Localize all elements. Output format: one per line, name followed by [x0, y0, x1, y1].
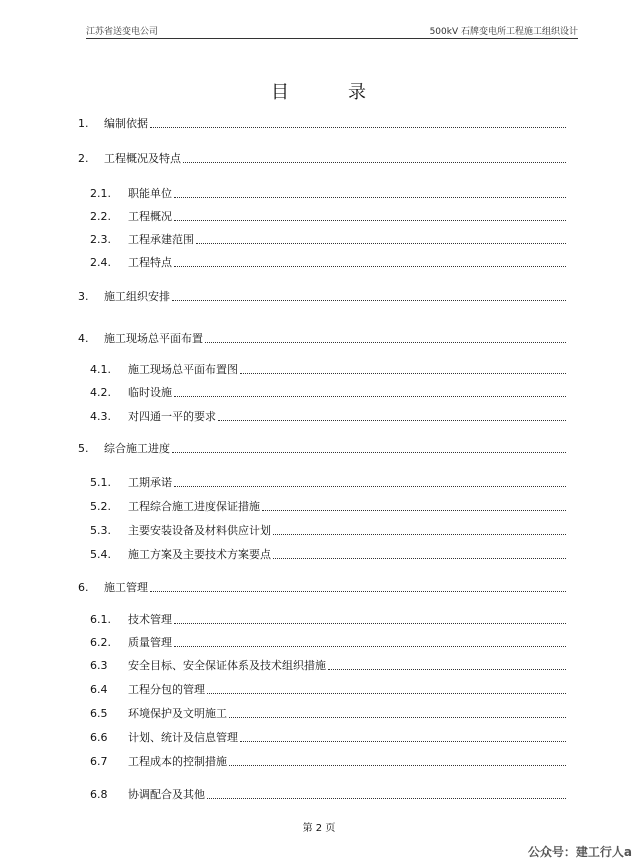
toc-entry-number: 5. [78, 441, 89, 455]
toc-entry-number: 4.3. [90, 409, 111, 423]
toc-leader-dots [262, 509, 566, 511]
toc-entry[interactable] [78, 330, 566, 346]
toc-entry-number: 1. [78, 116, 89, 130]
toc-entry[interactable] [78, 440, 566, 456]
toc-entry-label: 工程概况及特点 [104, 152, 181, 165]
toc-entry-label: 施工管理 [104, 581, 148, 594]
toc-entry[interactable] [90, 546, 566, 562]
toc-title-char-2: 录 [348, 82, 367, 103]
toc-entry-label: 对四通一平的要求 [128, 410, 216, 423]
toc-leader-dots [229, 764, 566, 766]
toc-leader-dots [196, 242, 566, 244]
toc-entry[interactable] [90, 522, 566, 538]
toc-leader-dots [174, 645, 566, 647]
toc-entry[interactable] [90, 384, 566, 400]
toc-entry-number: 6.8 [90, 787, 108, 801]
toc-entry-number: 6.3 [90, 658, 108, 672]
toc-entry-label: 临时设施 [128, 386, 172, 399]
toc-entry[interactable] [90, 634, 566, 650]
toc-entry-label: 综合施工进度 [104, 442, 170, 455]
toc-leader-dots [172, 299, 566, 301]
toc-entry-number: 6.2. [90, 635, 111, 649]
toc-entry-label: 工程特点 [128, 256, 172, 269]
toc-entry[interactable] [90, 729, 566, 745]
header-project: 500kV 石牌变电所工程施工组织设计 [429, 27, 578, 37]
toc-entry-label: 编制依据 [104, 117, 148, 130]
toc-entry-label: 技术管理 [128, 613, 172, 626]
toc-entry-label: 工程分包的管理 [128, 683, 205, 696]
toc-leader-dots [174, 622, 566, 624]
toc-leader-dots [174, 265, 566, 267]
toc-leader-dots [174, 485, 566, 487]
toc-entry-label: 职能单位 [128, 187, 172, 200]
toc-entry-number: 5.4. [90, 547, 111, 561]
toc-leader-dots [229, 716, 566, 718]
toc-entry[interactable] [90, 254, 566, 270]
toc-leader-dots [218, 419, 566, 421]
toc-entry-label: 施工现场总平面布置图 [128, 363, 238, 376]
toc-entry-number: 2.3. [90, 232, 111, 246]
toc-leader-dots [174, 219, 566, 221]
toc-entry[interactable] [90, 498, 566, 514]
header-company: 江苏省送变电公司 [86, 27, 159, 37]
toc-entry[interactable] [90, 361, 566, 377]
toc-entry[interactable] [78, 150, 566, 166]
toc-entry-label: 环境保护及文明施工 [128, 707, 227, 720]
toc-entry[interactable] [90, 753, 566, 769]
toc-leader-dots [174, 196, 566, 198]
toc-entry-number: 6.5 [90, 706, 108, 720]
toc-leader-dots [240, 740, 566, 742]
toc-entry-number: 4.1. [90, 362, 111, 376]
toc-leader-dots [273, 533, 566, 535]
toc-entry[interactable] [90, 474, 566, 490]
toc-entry-label: 工程概况 [128, 210, 172, 223]
toc-entry-label: 计划、统计及信息管理 [128, 731, 238, 744]
toc-leader-dots [273, 557, 566, 559]
toc-entry-number: 2.4. [90, 255, 111, 269]
toc-entry[interactable] [90, 408, 566, 424]
toc-entry[interactable] [90, 786, 566, 802]
watermark: 公众号：建工行人a [527, 845, 632, 859]
toc-entry-label: 施工现场总平面布置 [104, 332, 203, 345]
toc-entry-number: 6.6 [90, 730, 108, 744]
toc-entry-label: 质量管理 [128, 636, 172, 649]
toc-entry-number: 6.4 [90, 682, 108, 696]
toc-entry[interactable] [90, 231, 566, 247]
toc-entry-label: 工期承诺 [128, 476, 172, 489]
toc-entry-number: 3. [78, 289, 89, 303]
toc-entry-number: 2.2. [90, 209, 111, 223]
toc-entry[interactable] [90, 657, 566, 673]
toc-entry[interactable] [90, 705, 566, 721]
toc-leader-dots [183, 161, 566, 163]
toc-leader-dots [172, 451, 566, 453]
toc-entry[interactable] [78, 579, 566, 595]
toc-leader-dots [328, 668, 566, 670]
toc-title [0, 78, 638, 104]
toc-title-char-1: 目 [271, 82, 290, 103]
toc-entry-number: 4.2. [90, 385, 111, 399]
toc-entry[interactable] [90, 185, 566, 201]
toc-entry-label: 工程综合施工进度保证措施 [128, 500, 260, 513]
toc-leader-dots [207, 692, 566, 694]
toc-leader-dots [240, 372, 566, 374]
toc-entry-number: 4. [78, 331, 89, 345]
toc-entry-label: 施工方案及主要技术方案要点 [128, 548, 271, 561]
toc-leader-dots [205, 341, 566, 343]
toc-entry[interactable] [90, 611, 566, 627]
toc-entry-number: 6.1. [90, 612, 111, 626]
toc-entry-number: 6. [78, 580, 89, 594]
toc-entry-label: 安全目标、安全保证体系及技术组织措施 [128, 659, 326, 672]
toc-entry-label: 工程承建范围 [128, 233, 194, 246]
toc-leader-dots [150, 126, 566, 128]
toc-entry-number: 6.7 [90, 754, 108, 768]
toc-entry[interactable] [90, 208, 566, 224]
toc-entry-label: 施工组织安排 [104, 290, 170, 303]
toc-entry[interactable] [78, 115, 566, 131]
toc-leader-dots [207, 797, 566, 799]
toc-entry-label: 工程成本的控制措施 [128, 755, 227, 768]
toc-entry[interactable] [90, 681, 566, 697]
page-header [86, 18, 578, 39]
toc-entry-number: 5.1. [90, 475, 111, 489]
toc-leader-dots [150, 590, 566, 592]
toc-entry-number: 2. [78, 151, 89, 165]
toc-entry[interactable] [78, 288, 566, 304]
toc-entry-label: 主要安装设备及材料供应计划 [128, 524, 271, 537]
toc-entry-label: 协调配合及其他 [128, 788, 205, 801]
toc-leader-dots [174, 395, 566, 397]
toc-entry-number: 5.3. [90, 523, 111, 537]
page-number: 第 2 页 [302, 823, 336, 834]
toc-entry-number: 5.2. [90, 499, 111, 513]
toc-entry-number: 2.1. [90, 186, 111, 200]
